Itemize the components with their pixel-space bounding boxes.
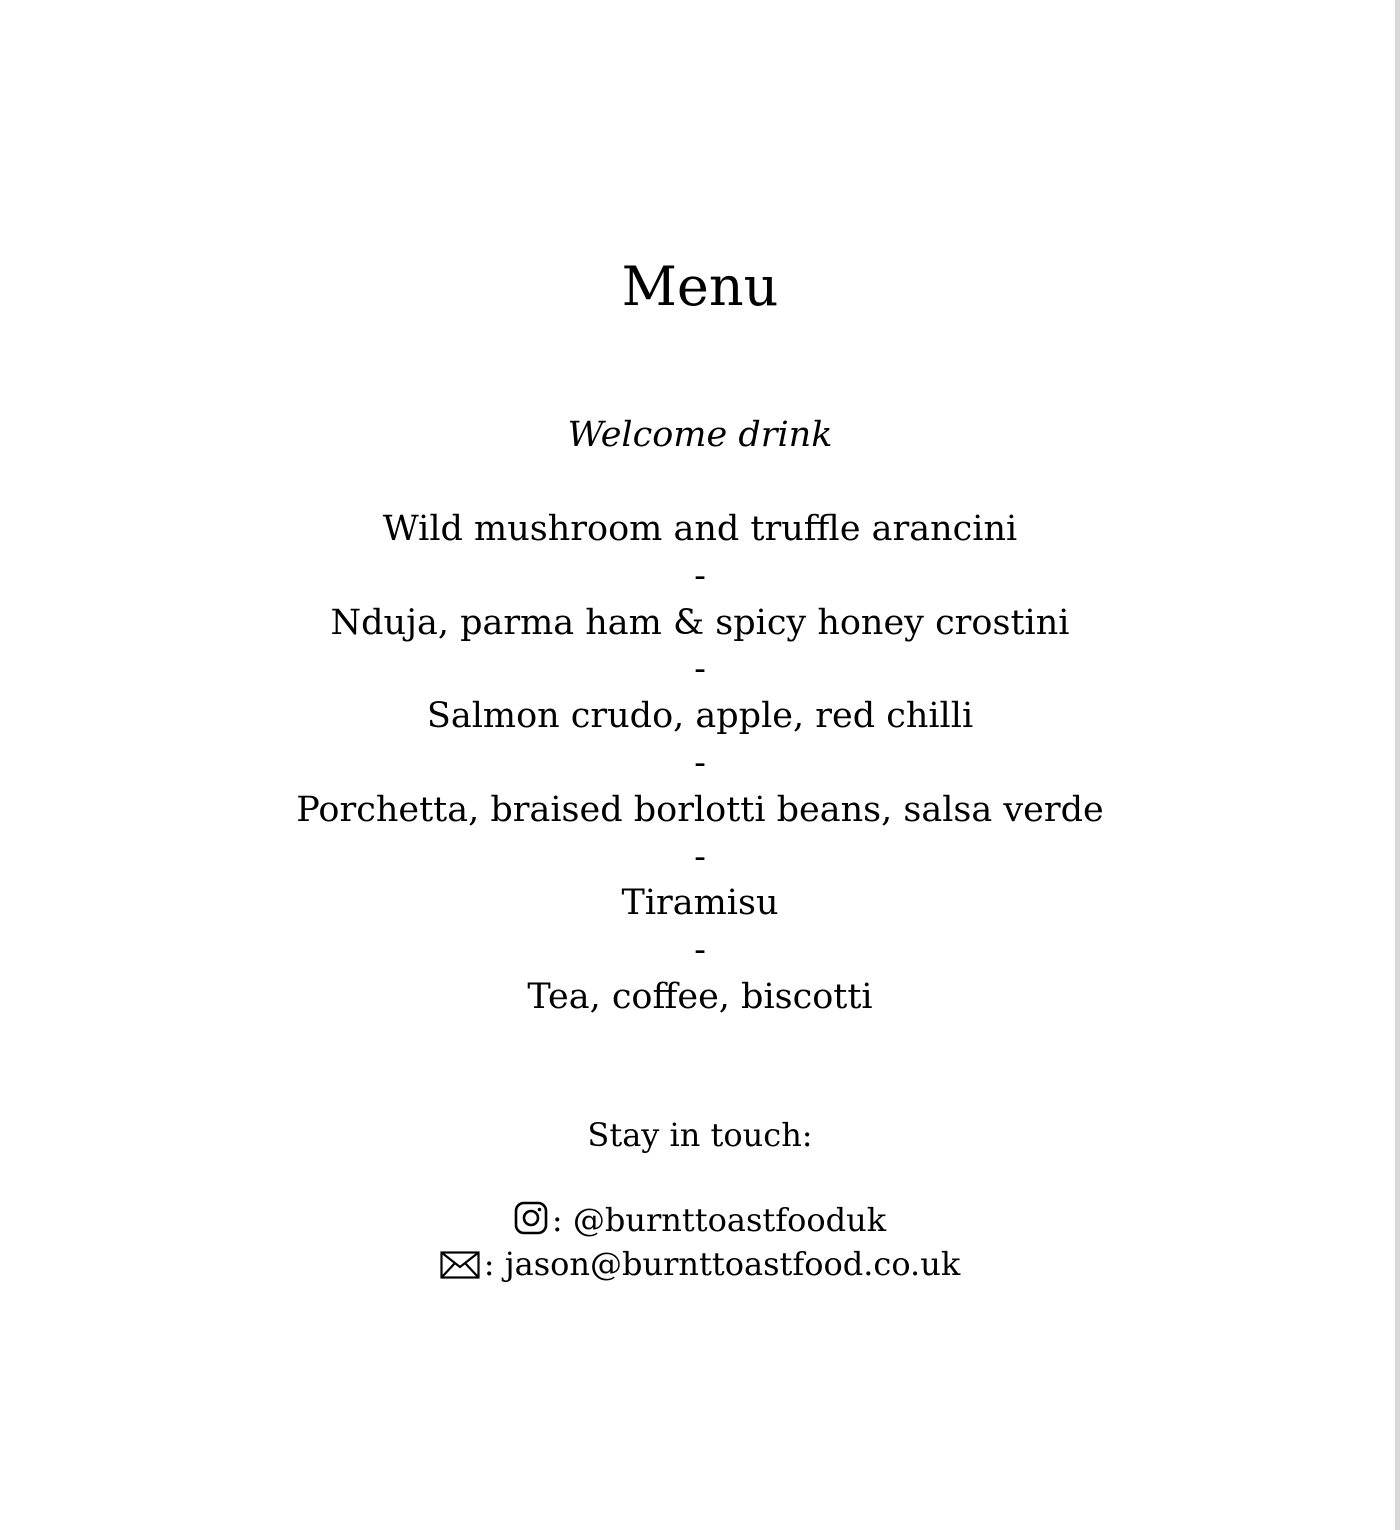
course-separator: - — [694, 555, 706, 596]
instagram-icon — [514, 1201, 548, 1246]
instagram-handle[interactable]: : @burnttoastfooduk — [551, 1201, 887, 1239]
email-contact — [0, 1242, 1400, 1290]
course-separator: - — [694, 836, 706, 877]
course-separator: - — [694, 742, 706, 783]
course-item: Nduja, parma ham & spicy honey crostini — [330, 602, 1070, 643]
course-item: Salmon crudo, apple, red chilli — [426, 696, 974, 737]
course-separator: - — [694, 930, 706, 971]
course-list — [0, 506, 1400, 1021]
page-title: Menu — [621, 255, 779, 318]
course-item: Porchetta, braised borlotti beans, salsa verde — [296, 789, 1104, 830]
mail-icon — [440, 1246, 480, 1290]
course-item: Tiramisu — [621, 883, 779, 924]
welcome-drink: Welcome drink — [567, 415, 833, 455]
email-address[interactable]: : jason@burnttoastfood.co.uk — [483, 1245, 961, 1283]
course-separator: - — [694, 649, 706, 690]
stay-in-touch-heading: Stay in touch: — [587, 1116, 813, 1154]
course-item: Wild mushroom and truffle arancini — [382, 509, 1018, 549]
course-item: Tea, coffee, biscotti — [527, 976, 873, 1017]
instagram-contact — [0, 1198, 1400, 1246]
